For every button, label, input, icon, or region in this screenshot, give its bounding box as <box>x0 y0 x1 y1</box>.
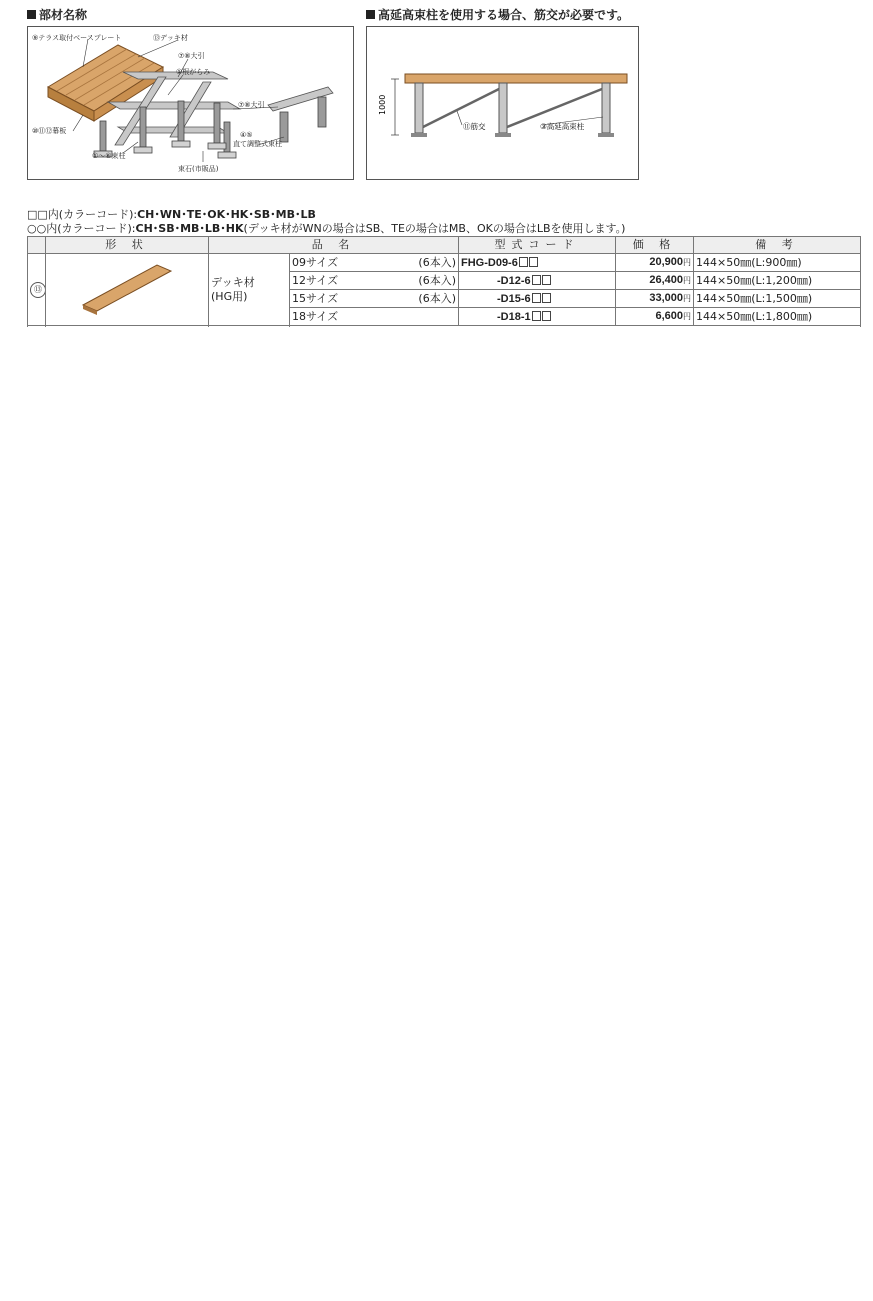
label-base-plate: ⑨テラス取付ベースプレート <box>32 34 122 42</box>
table-row <box>28 254 861 272</box>
yen-unit: 円 <box>683 294 691 303</box>
model-code: -D15-6 <box>459 290 616 308</box>
price: 6,600円 <box>616 308 694 326</box>
label-adjust-num: ④⑤ <box>240 131 253 139</box>
model-code: -D18-1 <box>459 308 616 326</box>
remark: 144×50㎜(L:1,200㎜) <box>694 272 861 290</box>
yen-unit: 円 <box>683 258 691 267</box>
brace-diagram <box>366 26 639 180</box>
model-code: FHG-D09-6 <box>459 254 616 272</box>
quantity-label: (6本入) <box>418 255 456 269</box>
size-label: 18サイズ <box>290 308 459 326</box>
color-code-box-icon <box>529 257 538 267</box>
brace-illustration <box>367 27 638 179</box>
label-fascia: ⑩⑪⑫幕板 <box>32 127 67 135</box>
yen-unit: 円 <box>683 312 691 321</box>
color-code-legend-1: □□内(カラーコード):CH･WN･TE･OK･HK･SB･MB･LB <box>27 208 316 221</box>
label-joist-1: ⑦⑧大引 <box>178 52 205 60</box>
yen-unit: 円 <box>683 276 691 285</box>
color-code-box-icon <box>532 311 541 321</box>
parts-diagram <box>27 26 354 180</box>
deck-board-image <box>77 257 177 317</box>
label-posts: ①〜⑥束柱 <box>92 152 126 160</box>
shape-image-cell <box>46 254 209 326</box>
color-code-box-icon <box>532 293 541 303</box>
color-code-legend-2: ○○内(カラーコード):CH･SB･MB･LB･HK(デッキ材がWNの場合はSB、TEの場合はMB、OKの場合はLBを使用します。) <box>27 222 626 235</box>
remark: 144×50㎜(L:900㎜) <box>694 254 861 272</box>
remark: 144×50㎜(L:1,800㎜) <box>694 308 861 326</box>
size-label: 09サイズ (6本入) <box>290 254 459 272</box>
size-label: 12サイズ (6本入) <box>290 272 459 290</box>
quantity-label: (6本入) <box>418 273 456 287</box>
price: 33,000円 <box>616 290 694 308</box>
price: 26,400円 <box>616 272 694 290</box>
label-adjust-post: 直て調整式束柱 <box>233 140 282 148</box>
model-code: -D12-6 <box>459 272 616 290</box>
quantity-label: (6本入) <box>418 291 456 305</box>
category-name: デッキ材 (HG用) <box>209 254 290 326</box>
table-header <box>28 237 861 254</box>
price: 20,900円 <box>616 254 694 272</box>
header-product-name: 品 名 <box>209 237 459 254</box>
item-number-circle: ⑬ <box>30 282 46 298</box>
header-remark: 備 考 <box>694 237 861 254</box>
header-shape: 形 状 <box>46 237 209 254</box>
color-code-box-icon <box>532 275 541 285</box>
label-tie: ①根がらみ <box>176 68 211 76</box>
size-label: 15サイズ (6本入) <box>290 290 459 308</box>
brace-label: ⑪筋交 <box>463 122 486 131</box>
parts-names-title: 部材名称 <box>27 6 87 23</box>
item-number <box>28 254 46 326</box>
color-code-box-icon <box>542 275 551 285</box>
label-joist-2: ⑦⑧大引 <box>238 101 265 109</box>
label-footing: 束石(市販品) <box>178 165 219 173</box>
header-model-code: 型式コード <box>459 237 616 254</box>
color-code-box-icon <box>519 257 528 267</box>
post-label: ③高延高束柱 <box>540 122 585 131</box>
label-deck: ⑬デッキ材 <box>153 34 188 42</box>
parts-price-table <box>27 236 861 326</box>
height-label: 1000 <box>378 94 387 115</box>
brace-note-title: 高延高束柱を使用する場合、筋交が必要です。 <box>366 6 629 23</box>
remark: 144×50㎜(L:1,500㎜) <box>694 290 861 308</box>
deck-illustration <box>28 27 353 179</box>
color-code-box-icon <box>542 293 551 303</box>
header-price: 価 格 <box>616 237 694 254</box>
color-code-box-icon <box>542 311 551 321</box>
